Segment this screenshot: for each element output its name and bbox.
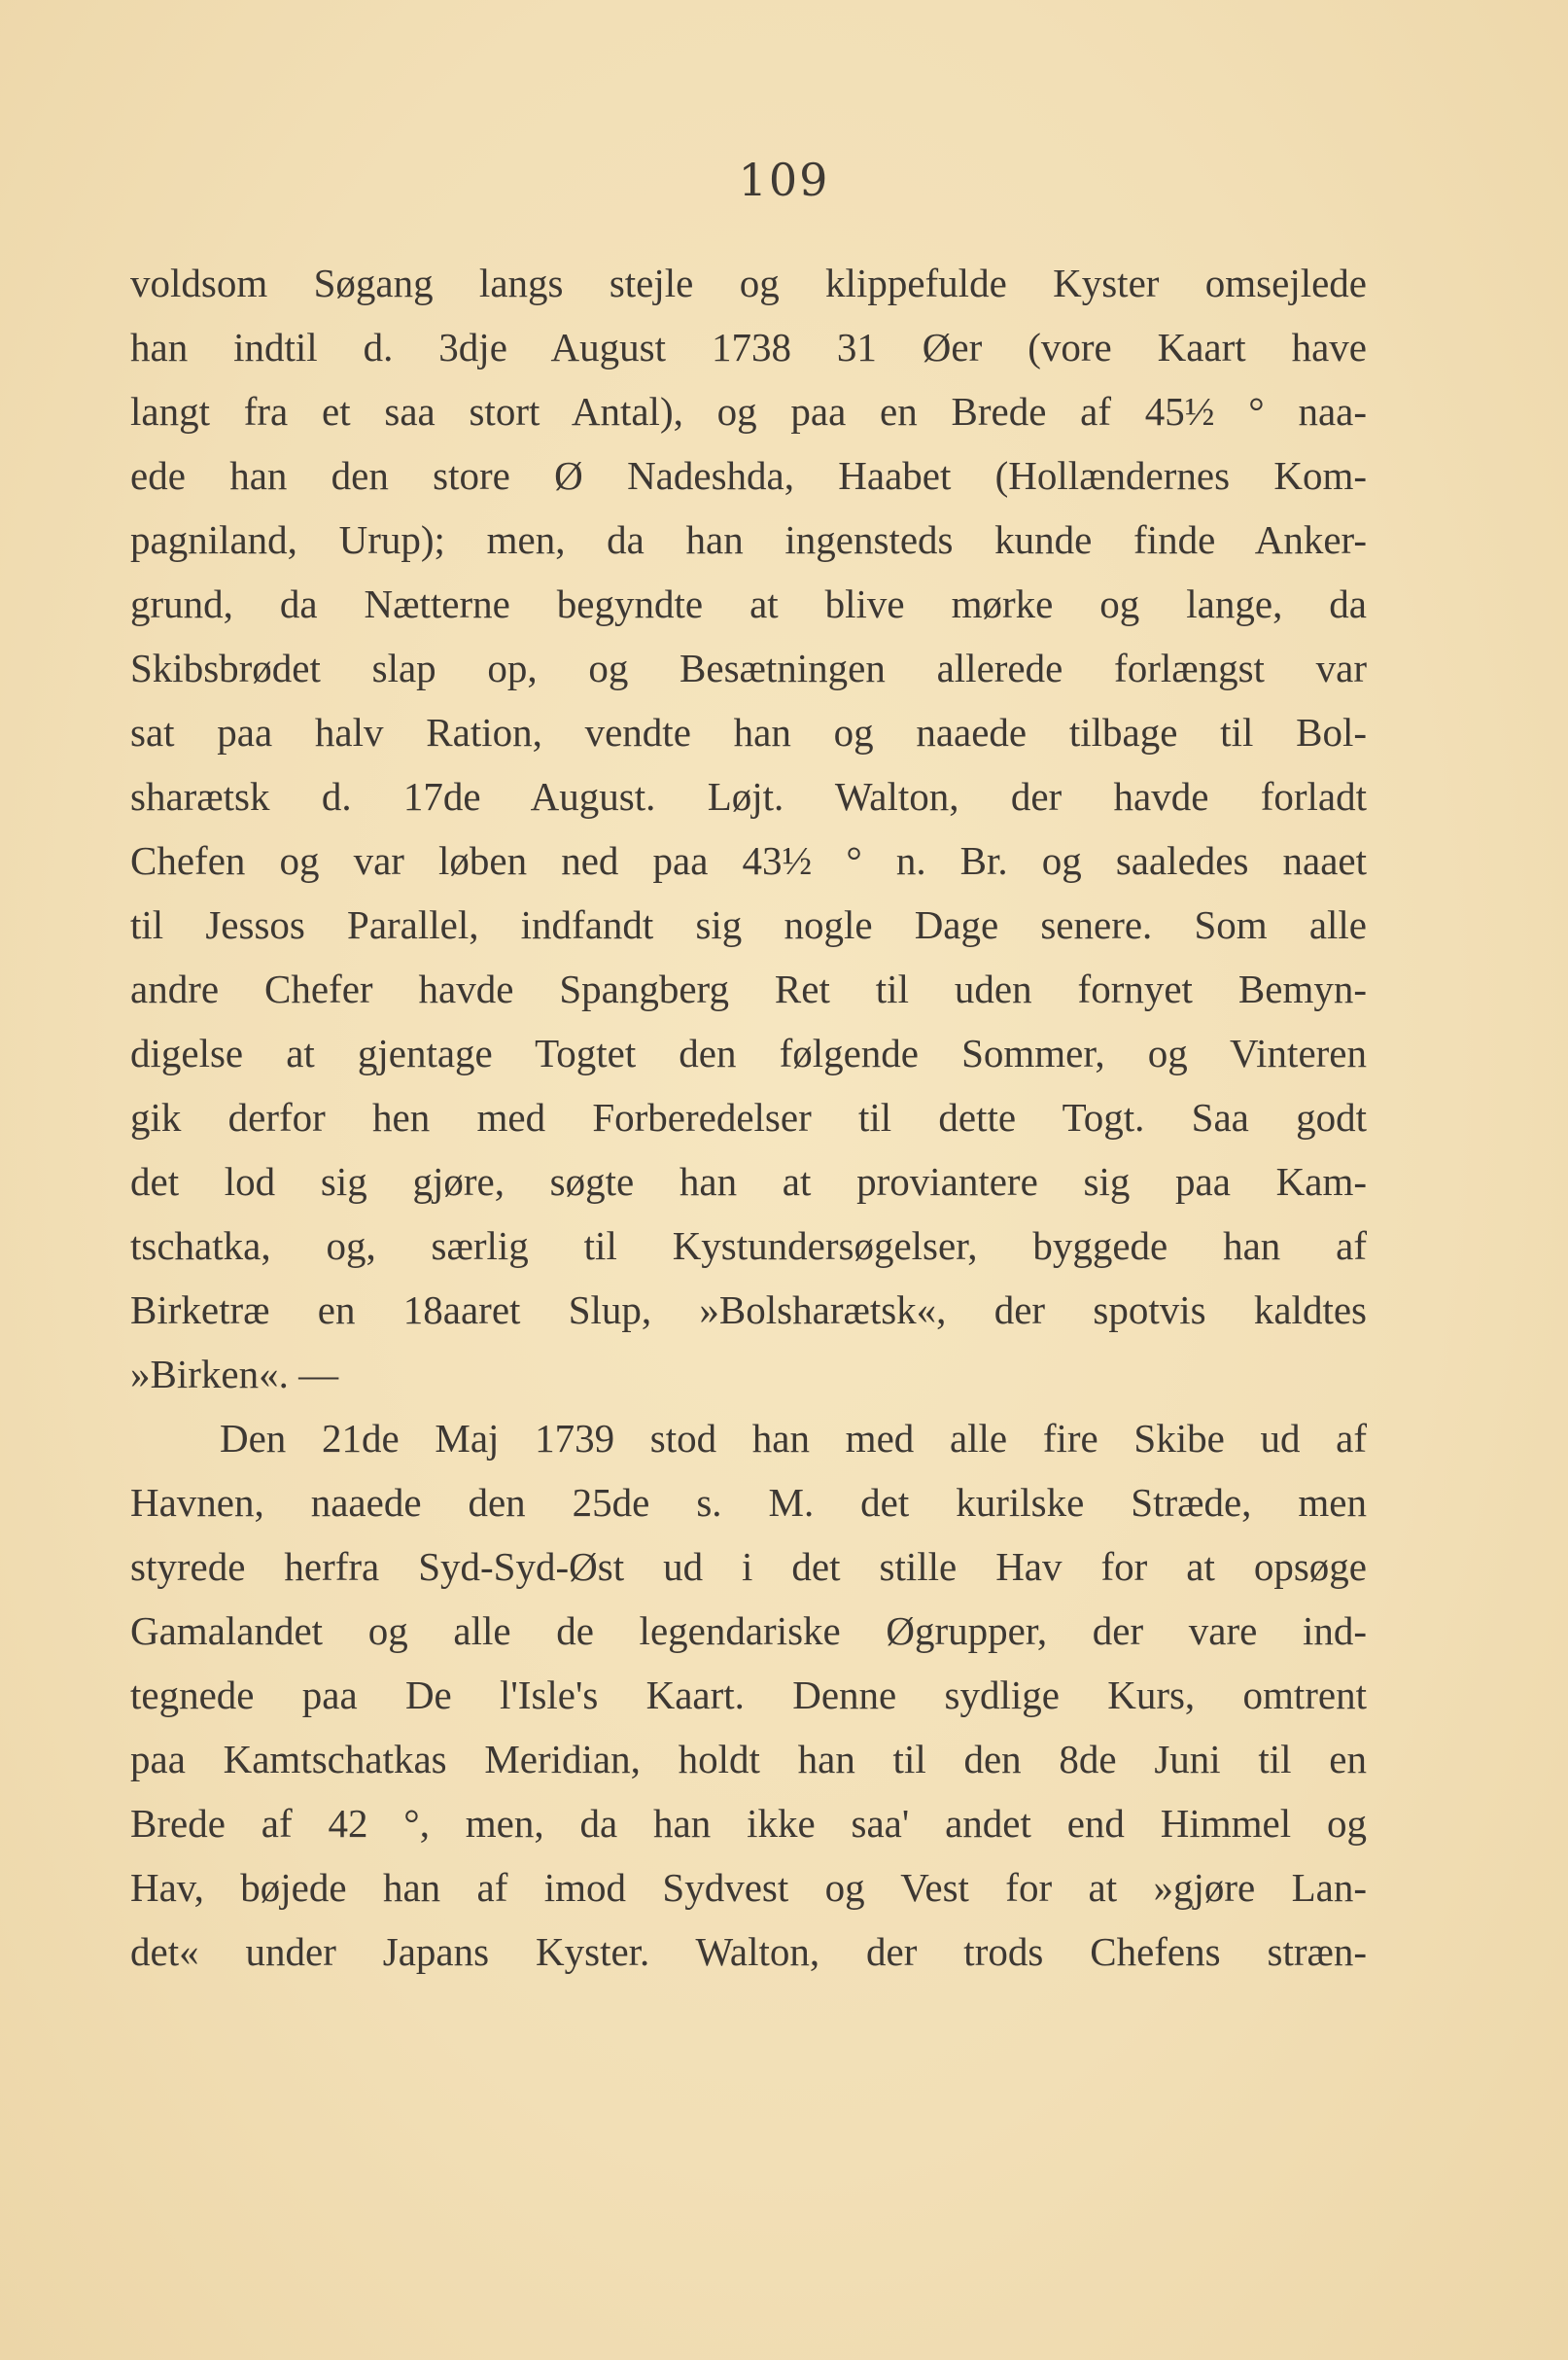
- text-line-24: paa Kamtschatkas Meridian, holdt han til den 8de Juni til en: [130, 1737, 1367, 1781]
- text-line-14: gik derfor hen med Forberedelser til dette Togt. Saa godt: [130, 1095, 1367, 1140]
- text-line-11: til Jessos Parallel, indfandt sig nogle Dage senere. Som alle: [130, 902, 1367, 947]
- text-line-1: voldsom Søgang langs stejle og klippefulde Kyster omsejlede: [130, 261, 1367, 305]
- text-line-7: Skibsbrødet slap op, og Besætningen allerede forlængst var: [130, 646, 1367, 690]
- body-text: [130, 251, 1367, 1984]
- text-line-22: Gamalandet og alle de legendariske Øgrupper, der vare ind-: [130, 1608, 1367, 1653]
- text-line-15: det lod sig gjøre, søgte han at proviantere sig paa Kam-: [130, 1159, 1367, 1204]
- text-line-13: digelse at gjentage Togtet den følgende Sommer, og Vinteren: [130, 1031, 1367, 1075]
- text-line-9: sharætsk d. 17de August. Løjt. Walton, der havde forladt: [130, 774, 1367, 819]
- text-line-5: pagniland, Urup); men, da han ingensteds kunde finde Anker-: [130, 517, 1367, 562]
- text-line-8: sat paa halv Ration, vendte han og naaede tilbage til Bol-: [130, 710, 1367, 755]
- text-line-3: langt fra et saa stort Antal), og paa en Brede af 45½ ° naa-: [130, 389, 1367, 434]
- text-line-18: »Birken«. —: [130, 1352, 339, 1396]
- text-line-12: andre Chefer havde Spangberg Ret til uden fornyet Bemyn-: [130, 967, 1367, 1011]
- text-line-4: ede han den store Ø Nadeshda, Haabet (Hollændernes Kom-: [130, 453, 1367, 498]
- text-line-17: Birketræ en 18aaret Slup, »Bolsharætsk«, der spotvis kaldtes: [130, 1287, 1367, 1332]
- text-line-25: Brede af 42 °, men, da han ikke saa' andet end Himmel og: [130, 1801, 1367, 1846]
- text-line-16: tschatka, og, særlig til Kystundersøgelser, byggede han af: [130, 1223, 1367, 1268]
- text-line-27: det« under Japans Kyster. Walton, der trods Chefens stræn-: [130, 1929, 1367, 1974]
- page-number: 109: [738, 154, 830, 206]
- text-line-6: grund, da Nætterne begyndte at blive mørke og lange, da: [130, 581, 1367, 626]
- text-line-21: styrede herfra Syd-Syd-Øst ud i det stille Hav for at opsøge: [130, 1544, 1367, 1589]
- text-line-19: Den 21de Maj 1739 stod han med alle fire Skibe ud af: [220, 1416, 1367, 1461]
- text-line-10: Chefen og var løben ned paa 43½ ° n. Br. og saaledes naaet: [130, 838, 1367, 883]
- text-line-23: tegnede paa De l'Isle's Kaart. Denne sydlige Kurs, omtrent: [130, 1673, 1367, 1717]
- text-line-20: Havnen, naaede den 25de s. M. det kurilske Stræde, men: [130, 1480, 1367, 1525]
- text-line-2: han indtil d. 3dje August 1738 31 Øer (vore Kaart have: [130, 325, 1367, 370]
- text-line-26: Hav, bøjede han af imod Sydvest og Vest for at »gjøre Lan-: [130, 1865, 1367, 1910]
